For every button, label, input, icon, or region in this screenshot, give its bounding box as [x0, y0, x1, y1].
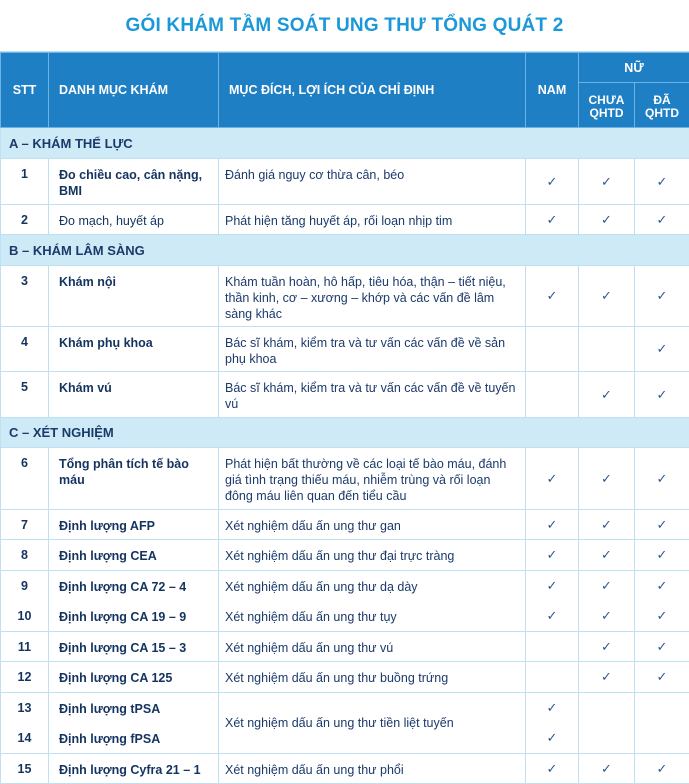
row-desc: Xét nghiệm dấu ấn ung thư dạ dày — [219, 571, 526, 601]
row-stt: 8 — [1, 540, 49, 571]
check-da-qhtd: ✓ — [635, 448, 689, 510]
row-name: Định lượng CA 72 – 4 — [49, 571, 219, 601]
col-stt: STT — [1, 53, 49, 128]
check-da-qhtd — [635, 723, 689, 754]
row-stt: 14 — [1, 723, 49, 754]
check-chua-qhtd: ✓ — [579, 754, 635, 784]
row-stt: 4 — [1, 327, 49, 372]
row-name: Đo mạch, huyết áp — [49, 205, 219, 235]
check-nam: ✓ — [526, 510, 579, 540]
check-chua-qhtd: ✓ — [579, 632, 635, 662]
check-chua-qhtd — [579, 693, 635, 723]
row-name: Định lượng fPSA — [49, 723, 219, 754]
col-chua-qhtd: CHƯA QHTD — [579, 83, 635, 128]
row-name: Đo chiều cao, cân nặng, BMI — [49, 159, 219, 205]
table-row — [1, 662, 689, 693]
row-stt: 7 — [1, 510, 49, 540]
section-row — [1, 235, 689, 266]
check-da-qhtd: ✓ — [635, 510, 689, 540]
row-stt: 11 — [1, 632, 49, 662]
check-da-qhtd: ✓ — [635, 754, 689, 784]
row-stt: 13 — [1, 693, 49, 723]
table-row — [1, 571, 689, 601]
table-row — [1, 601, 689, 632]
col-danh-muc: DANH MỤC KHÁM — [49, 53, 219, 128]
col-nu: NỮ — [579, 53, 689, 83]
check-chua-qhtd: ✓ — [579, 510, 635, 540]
check-nam: ✓ — [526, 540, 579, 571]
row-desc: Xét nghiệm dấu ấn ung thư tiền liệt tuyến — [219, 693, 526, 754]
table-row — [1, 754, 689, 784]
row-desc: Phát hiện bất thường về các loại tế bào máu, đánh giá tình trạng thiếu máu, nhiễm trùng và rối loạn đông máu liên quan đến tiểu cầu — [219, 448, 526, 510]
check-da-qhtd — [635, 693, 689, 723]
section-row — [1, 418, 689, 448]
col-da-qhtd: ĐÃ QHTD — [635, 83, 689, 128]
check-da-qhtd: ✓ — [635, 571, 689, 601]
check-nam: ✓ — [526, 693, 579, 723]
check-chua-qhtd: ✓ — [579, 205, 635, 235]
row-stt: 9 — [1, 571, 49, 601]
page-title: GÓI KHÁM TẦM SOÁT UNG THƯ TỔNG QUÁT 2 — [0, 0, 689, 52]
row-stt: 10 — [1, 601, 49, 632]
check-da-qhtd: ✓ — [635, 159, 689, 205]
check-nam: ✓ — [526, 754, 579, 784]
check-nam — [526, 662, 579, 693]
row-name: Định lượng CEA — [49, 540, 219, 571]
check-chua-qhtd: ✓ — [579, 601, 635, 632]
check-chua-qhtd: ✓ — [579, 159, 635, 205]
check-da-qhtd: ✓ — [635, 662, 689, 693]
check-nam: ✓ — [526, 205, 579, 235]
table-row — [1, 205, 689, 235]
check-nam: ✓ — [526, 266, 579, 327]
row-desc: Xét nghiệm dấu ấn ung thư gan — [219, 510, 526, 540]
row-desc: Phát hiện tăng huyết áp, rối loạn nhịp tim — [219, 205, 526, 235]
row-stt: 15 — [1, 754, 49, 784]
table-row — [1, 159, 689, 205]
check-da-qhtd: ✓ — [635, 372, 689, 418]
row-name: Định lượng Cyfra 21 – 1 — [49, 754, 219, 784]
section-row — [1, 128, 689, 159]
row-desc: Khám tuần hoàn, hô hấp, tiêu hóa, thận – tiết niệu, thần kinh, cơ – xương – khớp và các vấn đề lâm sàng khác — [219, 266, 526, 327]
row-desc: Đánh giá nguy cơ thừa cân, béo — [219, 159, 526, 205]
row-name: Khám phụ khoa — [49, 327, 219, 372]
check-nam — [526, 632, 579, 662]
row-stt: 2 — [1, 205, 49, 235]
table-row — [1, 693, 689, 723]
row-desc: Xét nghiệm dấu ấn ung thư vú — [219, 632, 526, 662]
check-nam: ✓ — [526, 448, 579, 510]
row-desc: Xét nghiệm dấu ấn ung thư buồng trứng — [219, 662, 526, 693]
check-nam: ✓ — [526, 601, 579, 632]
row-name: Khám vú — [49, 372, 219, 418]
check-da-qhtd: ✓ — [635, 327, 689, 372]
row-stt: 6 — [1, 448, 49, 510]
row-desc: Xét nghiệm dấu ấn ung thư phổi — [219, 754, 526, 784]
check-chua-qhtd: ✓ — [579, 571, 635, 601]
row-name: Định lượng tPSA — [49, 693, 219, 723]
exam-table — [0, 52, 689, 784]
check-chua-qhtd: ✓ — [579, 448, 635, 510]
check-nam: ✓ — [526, 159, 579, 205]
section-label: A – KHÁM THỂ LỰC — [1, 128, 689, 159]
col-muc-dich: MỤC ĐÍCH, LỢI ÍCH CỦA CHỈ ĐỊNH — [219, 53, 526, 128]
table-row — [1, 372, 689, 418]
check-nam — [526, 327, 579, 372]
check-da-qhtd: ✓ — [635, 266, 689, 327]
row-name: Định lượng CA 125 — [49, 662, 219, 693]
check-chua-qhtd: ✓ — [579, 266, 635, 327]
row-stt: 3 — [1, 266, 49, 327]
check-da-qhtd: ✓ — [635, 601, 689, 632]
check-nam — [526, 372, 579, 418]
row-stt: 12 — [1, 662, 49, 693]
row-name: Tổng phân tích tế bào máu — [49, 448, 219, 510]
section-label: B – KHÁM LÂM SÀNG — [1, 235, 689, 266]
row-desc: Bác sĩ khám, kiểm tra và tư vấn các vấn đề về tuyến vú — [219, 372, 526, 418]
check-nam: ✓ — [526, 723, 579, 754]
table-row — [1, 327, 689, 372]
row-stt: 5 — [1, 372, 49, 418]
check-chua-qhtd: ✓ — [579, 540, 635, 571]
row-desc: Xét nghiệm dấu ấn ung thư đại trực tràng — [219, 540, 526, 571]
table-row — [1, 540, 689, 571]
check-da-qhtd: ✓ — [635, 540, 689, 571]
row-name: Định lượng CA 19 – 9 — [49, 601, 219, 632]
col-nam: NAM — [526, 53, 579, 128]
check-chua-qhtd: ✓ — [579, 662, 635, 693]
row-name: Định lượng AFP — [49, 510, 219, 540]
row-name: Định lượng CA 15 – 3 — [49, 632, 219, 662]
table-row — [1, 266, 689, 327]
check-chua-qhtd — [579, 723, 635, 754]
check-nam: ✓ — [526, 571, 579, 601]
row-desc: Bác sĩ khám, kiểm tra và tư vấn các vấn đề về sản phụ khoa — [219, 327, 526, 372]
row-desc: Xét nghiệm dấu ấn ung thư tụy — [219, 601, 526, 632]
section-label: C – XÉT NGHIỆM — [1, 418, 689, 448]
row-stt: 1 — [1, 159, 49, 205]
table-row — [1, 448, 689, 510]
table-row — [1, 632, 689, 662]
check-da-qhtd: ✓ — [635, 205, 689, 235]
table-row — [1, 510, 689, 540]
check-chua-qhtd — [579, 327, 635, 372]
row-name: Khám nội — [49, 266, 219, 327]
check-da-qhtd: ✓ — [635, 632, 689, 662]
check-chua-qhtd: ✓ — [579, 372, 635, 418]
